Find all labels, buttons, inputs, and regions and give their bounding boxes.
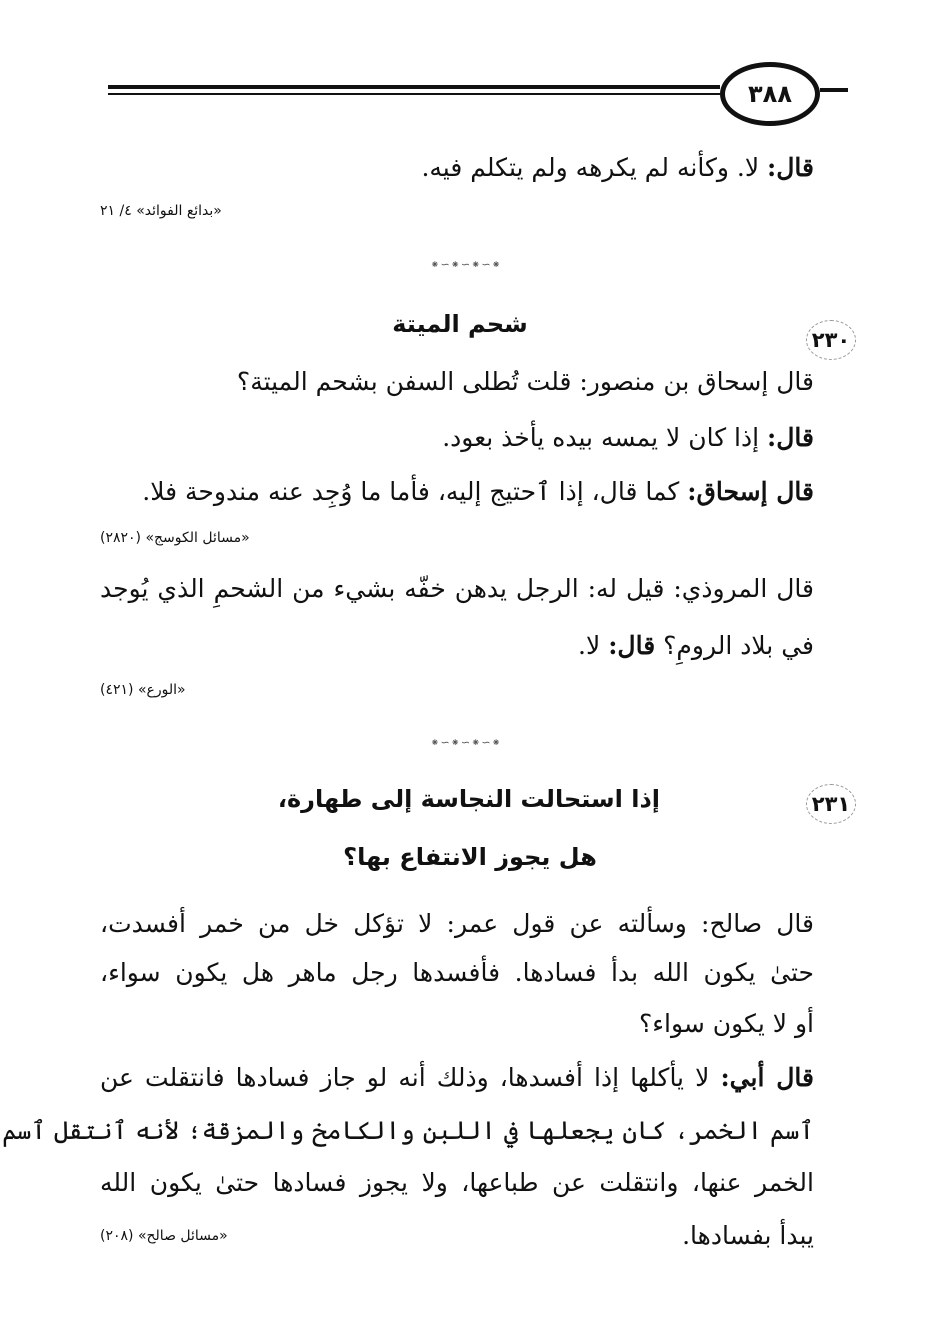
paragraph-line: ٱسم الخمر، كان يجعلها في اللبن والكامخ والمزقة؛ لأنه ٱنتقل ٱسم bbox=[2, 1116, 814, 1145]
header-rule-thin bbox=[108, 93, 720, 95]
speaker-label: قال أبي: bbox=[720, 1063, 814, 1092]
question-text: في بلاد الرومِ؟ bbox=[663, 631, 814, 660]
paragraph-line: قال إسحاق بن منصور: قلت تُطلى السفن بشحم الميتة؟ bbox=[236, 367, 814, 396]
section-divider-ornament: ⁕∽⁕∽⁕∽⁕ bbox=[430, 736, 502, 749]
citation: «مسائل صالح» (٢٠٨) bbox=[100, 1228, 228, 1244]
page-number-text: ٣٨٨ bbox=[748, 80, 792, 108]
speaker-label: قال إسحاق: bbox=[687, 477, 814, 506]
block1-text: لا. وكأنه لم يكرهه ولم يتكلم فيه. bbox=[421, 153, 760, 182]
entry-number: ٢٣٠ bbox=[811, 328, 851, 352]
paragraph-line: الخمر عنها، وانتقلت عن طباعها، ولا يجوز فسادها حتىٰ يكون الله bbox=[100, 1168, 814, 1197]
paragraph-line: حتىٰ يكون الله بدأ فسادها. فأفسدها رجل ماهر هل يكون سواء، bbox=[100, 958, 814, 987]
paragraph-line bbox=[100, 418, 814, 458]
answer-text: كما قال، إذا ٱحتيج إليه، فأما ما وُجِد عنه مندوحة فلا. bbox=[142, 477, 680, 506]
paragraph-line: قال صالح: وسألته عن قول عمر: لا تؤكل خل من خمر أفسدت، bbox=[100, 909, 814, 938]
header-rule-thick bbox=[108, 85, 720, 89]
paragraph-line: أو لا يكون سواء؟ bbox=[639, 1009, 814, 1038]
answer-text: لا يأكلها إذا أفسدها، وذلك أنه لو جاز فسادها فانتقلت عن bbox=[100, 1063, 710, 1092]
block1-label: قال: bbox=[767, 153, 814, 182]
paragraph-line: قال المروذي: قيل له: الرجل يدهن خفّه بشيء من الشحمِ الذي يُوجد bbox=[100, 574, 814, 603]
entry-number-badge bbox=[804, 320, 858, 360]
entry-title-line2: هل يجوز الانتفاع بها؟ bbox=[343, 843, 597, 871]
header-rule bbox=[108, 82, 720, 102]
entry-title: شحم الميتة bbox=[392, 310, 528, 338]
citation: «الورع» (٤٢١) bbox=[100, 682, 186, 698]
speaker-label: قال: bbox=[767, 423, 814, 452]
paragraph-line: يبدأ بفسادها. bbox=[682, 1221, 814, 1250]
answer-text: إذا كان لا يمسه بيده يأخذ بعود. bbox=[442, 423, 760, 452]
page-number bbox=[720, 62, 820, 126]
section-divider-ornament: ⁕∽⁕∽⁕∽⁕ bbox=[430, 258, 502, 271]
speaker-label: قال: bbox=[608, 631, 656, 660]
paragraph-line bbox=[100, 472, 814, 512]
entry-number: ٢٣١ bbox=[811, 792, 851, 816]
entry-number-badge bbox=[804, 784, 858, 824]
header-rule-right bbox=[820, 88, 848, 92]
paragraph-line bbox=[100, 626, 814, 666]
citation: «مسائل الكوسج» (٢٨٢٠) bbox=[100, 530, 250, 546]
entry-title-line1: إذا استحالت النجاسة إلى طهارة، bbox=[277, 785, 660, 813]
paragraph-line bbox=[100, 1058, 814, 1098]
answer-text: لا. bbox=[578, 631, 601, 660]
block1-line bbox=[100, 148, 814, 188]
block1-source: «بدائع الفوائد» ٤/ ٢١ bbox=[100, 203, 222, 219]
